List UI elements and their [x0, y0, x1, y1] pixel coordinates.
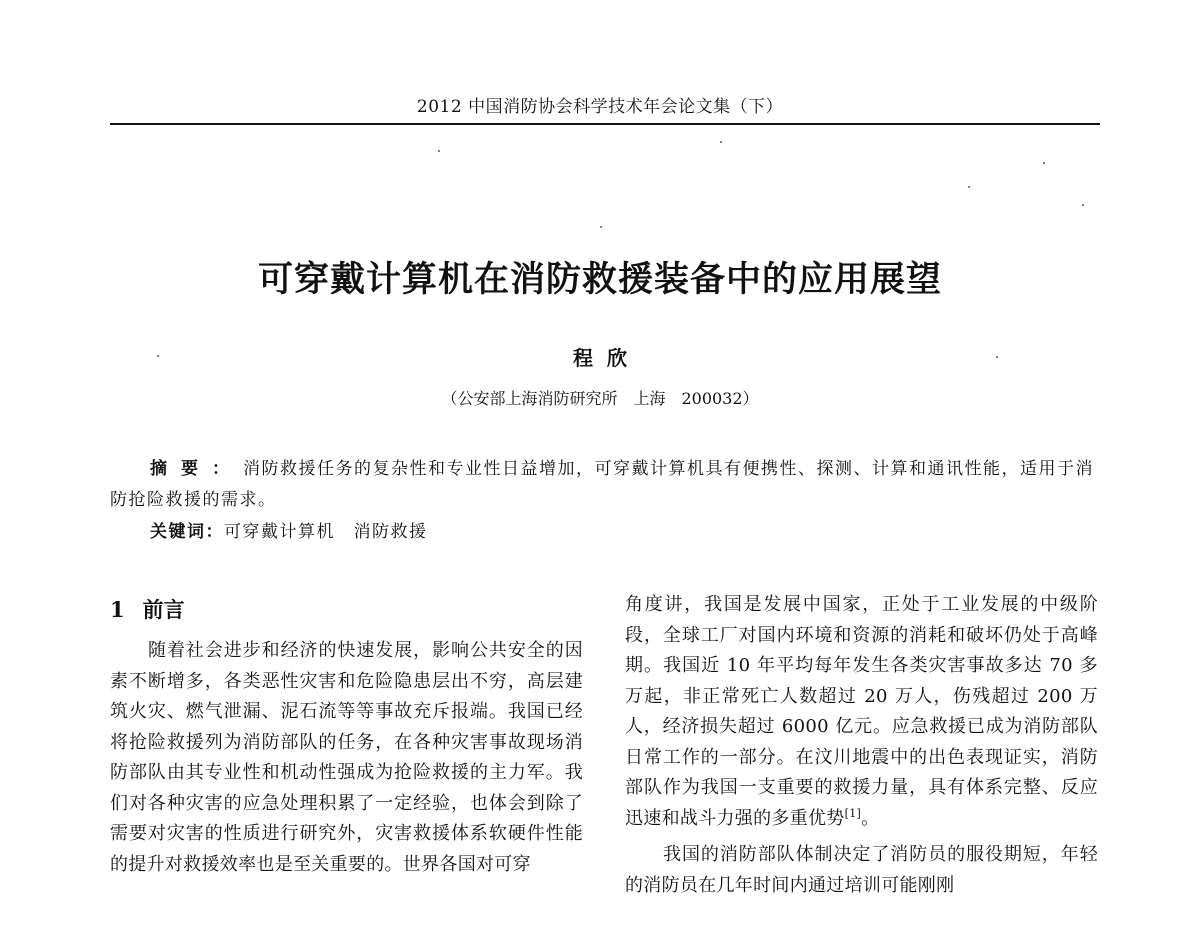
header-rule: [110, 123, 1100, 125]
left-column: [110, 590, 583, 880]
paper-title: 可穿戴计算机在消防救援装备中的应用展望: [257, 259, 942, 300]
scan-speck: [720, 141, 722, 143]
keywords-label: 关键词：: [150, 522, 224, 542]
body-paragraph: [625, 590, 1098, 834]
abstract-text: 消防救援任务的复杂性和专业性日益增加，可穿戴计算机具有便携性、探测、计算和通讯性能，适用于消防抢险救援的需求。: [110, 459, 1094, 510]
right-column: [625, 590, 1098, 901]
section-title: 前言: [142, 597, 185, 622]
scan-speck: [600, 226, 602, 228]
author-affiliation: （公安部上海消防研究所 上海 200032）: [441, 389, 759, 408]
scan-speck: [1043, 162, 1045, 164]
scan-speck: [1082, 204, 1084, 206]
abstract: [110, 454, 1098, 516]
scan-speck: [157, 355, 159, 357]
body-paragraph-text: 角度讲，我国是发展中国家，正处于工业发展的中级阶段，全球工厂对国内环境和资源的消耗和破坏仍处于高峰期。我国近 10 年平均每年发生各类灾害事故多达 70 多万起，非正常死亡人数超过 20 万人，伤残超过 200 万人，经济损失超过 6000 亿元。应急救援已成为消防部队日常工作的一部分。在汶川地震中的出色表现证实，消防部队作为我国一支重要的救援力量，具有体系完整、反应迅速和战斗力强的多重优势: [625, 594, 1098, 829]
scan-speck: [438, 150, 440, 152]
scan-speck: [996, 356, 998, 358]
body-paragraph: 随着社会进步和经济的快速发展，影响公共安全的因素不断增多，各类恶性灾害和危险隐患层出不穷，高层建筑火灾、燃气泄漏、泥石流等等事故充斥报端。我国已经将抢险救援列为消防部队的任务，在各种灾害事故现场消防部队由其专业性和机动性强成为抢险救援的主力军。我们对各种灾害的应急处理积累了一定经验，也体会到除了需要对灾害的性质进行研究外，灾害救援体系软硬件性能的提升对救援效率也是至关重要的。世界各国对可穿: [110, 640, 583, 875]
citation-reference[interactable]: [1]: [844, 806, 862, 820]
author-name: 程欣: [573, 346, 641, 370]
section-heading: [110, 596, 583, 624]
keywords-text: 可穿戴计算机 消防救援: [224, 522, 428, 542]
body-paragraph: 我国的消防部队体制决定了消防员的服役期短，年轻的消防员在几年时间内通过培训可能刚刚: [625, 844, 1098, 896]
scan-speck: [968, 186, 970, 188]
keywords: [110, 517, 1098, 548]
abstract-label: 摘要：: [150, 459, 243, 479]
body-paragraph-end: 。: [861, 807, 880, 829]
running-header: 2012 中国消防协会科学技术年会论文集（下）: [416, 97, 784, 117]
section-number: 1: [110, 597, 125, 622]
